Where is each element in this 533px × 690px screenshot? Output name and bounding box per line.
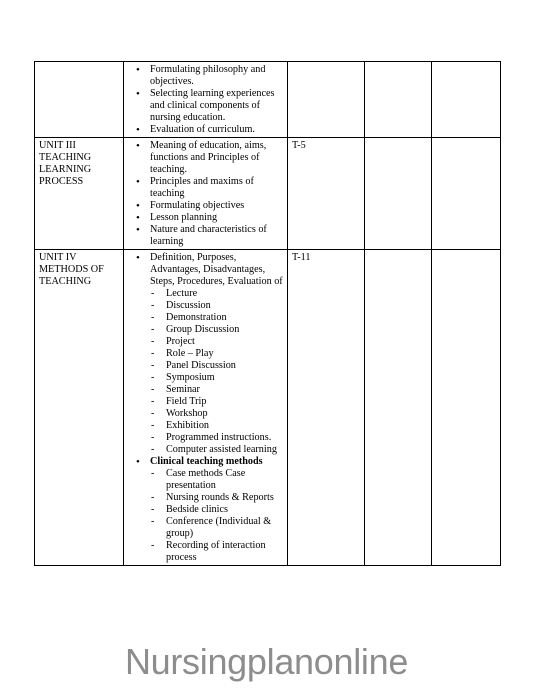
list-item: • Selecting learning experiences and clinical components of nursing education. [128, 88, 284, 124]
table-row [35, 250, 501, 566]
table-row [35, 138, 501, 250]
table-row [35, 62, 501, 138]
empty-cell [365, 62, 432, 138]
method-item: - Discussion [150, 300, 284, 312]
method-item: - Recording of interaction process [150, 540, 284, 564]
content-cell [124, 138, 288, 250]
list-item-text: Definition, Purposes, Advantages, Disadvantages, Steps, Procedures, Evaluation of [150, 252, 283, 287]
method-item: - Lecture [150, 288, 284, 300]
syllabus-table [34, 61, 501, 566]
method-item: - Field Trip [150, 396, 284, 408]
method-item: - Case methods Case presentation [150, 468, 284, 492]
method-item: - Bedside clinics [150, 504, 284, 516]
reference-cell: T-5 [288, 138, 365, 250]
method-item: - Nursing rounds & Reports [150, 492, 284, 504]
method-item: - Computer assisted learning [150, 444, 284, 456]
method-item: - Exhibition [150, 420, 284, 432]
method-item: - Seminar [150, 384, 284, 396]
empty-cell [432, 250, 501, 566]
method-item: - Workshop [150, 408, 284, 420]
reference-cell [288, 62, 365, 138]
method-list [150, 288, 284, 456]
list-item: • Lesson planning [128, 212, 284, 224]
unit-cell: UNIT IV METHODS OF TEACHING [35, 250, 124, 566]
list-item [128, 456, 284, 564]
list-item: • Formulating philosophy and objectives. [128, 64, 284, 88]
list-item: • Nature and characteristics of learning [128, 224, 284, 248]
topic-list [128, 252, 284, 564]
method-item: - Role – Play [150, 348, 284, 360]
list-item [128, 252, 284, 456]
reference-cell: T-11 [288, 250, 365, 566]
list-item: • Principles and maxims of teaching [128, 176, 284, 200]
topic-list [128, 140, 284, 248]
empty-cell [432, 62, 501, 138]
empty-cell [432, 138, 501, 250]
topic-list [128, 64, 284, 136]
watermark: Nursingplanonline [124, 641, 409, 682]
method-item: - Conference (Individual & group) [150, 516, 284, 540]
method-item: - Programmed instructions. [150, 432, 284, 444]
empty-cell [365, 250, 432, 566]
unit-cell [35, 62, 124, 138]
unit-cell: UNIT III TEACHING LEARNING PROCESS [35, 138, 124, 250]
list-item: • Evaluation of curriculum. [128, 124, 284, 136]
content-cell [124, 62, 288, 138]
method-item: - Demonstration [150, 312, 284, 324]
content-cell [124, 250, 288, 566]
clinical-method-list [150, 468, 284, 564]
method-item: - Group Discussion [150, 324, 284, 336]
empty-cell [365, 138, 432, 250]
method-item: - Symposium [150, 372, 284, 384]
method-item: - Project [150, 336, 284, 348]
list-item: • Meaning of education, aims, functions and Principles of teaching. [128, 140, 284, 176]
clinical-heading: Clinical teaching methods [150, 456, 263, 467]
method-item: - Panel Discussion [150, 360, 284, 372]
list-item: • Formulating objectives [128, 200, 284, 212]
